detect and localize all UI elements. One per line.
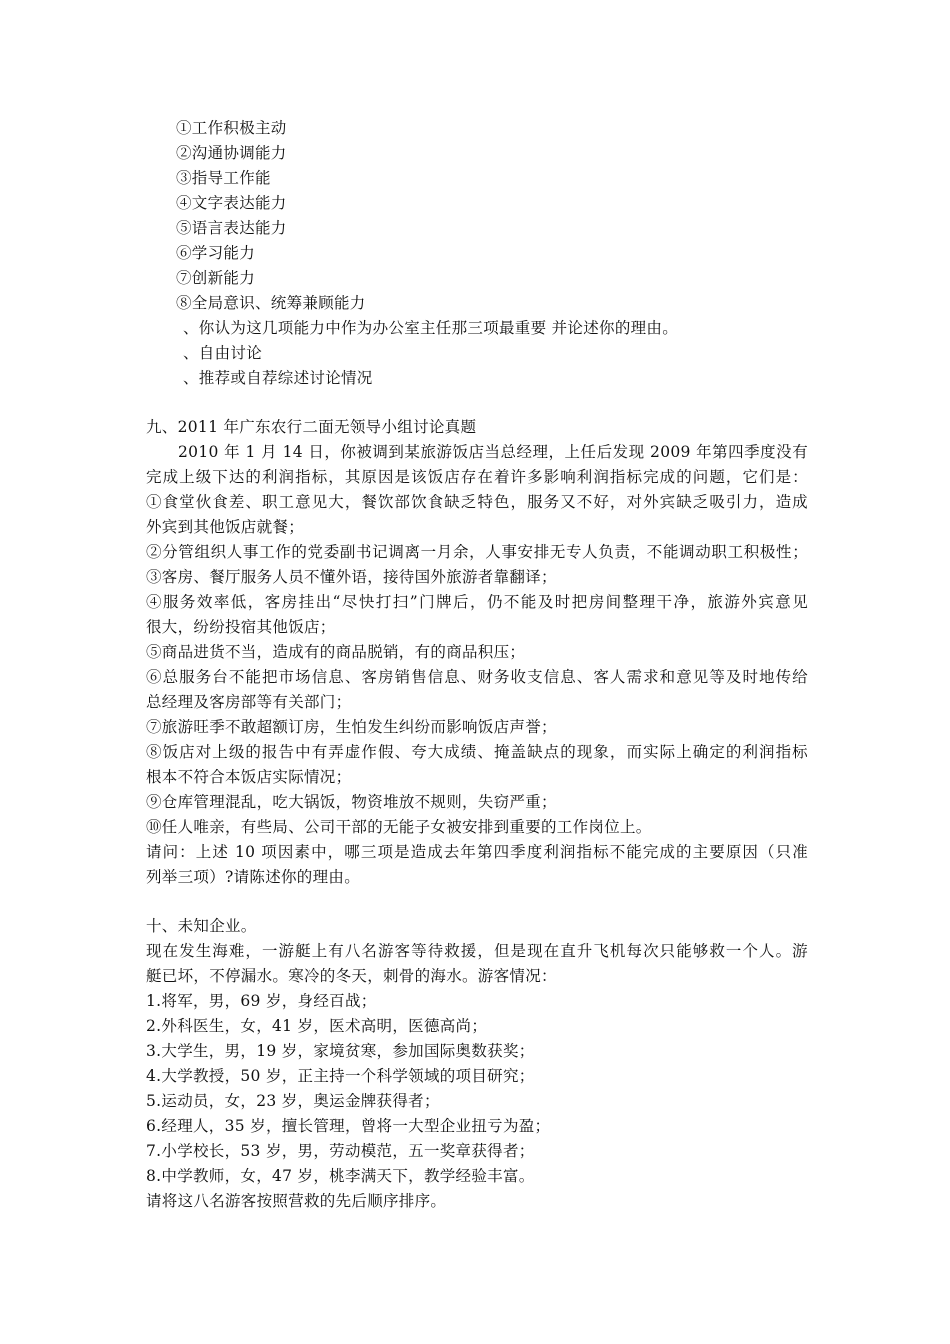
passenger-item: 6.经理人，35 岁，擅长管理，曾将一大型企业扭亏为盈； [146, 1117, 551, 1135]
discussion-step: 、推荐或自荐综述讨论情况 [183, 369, 373, 387]
passenger-item: 5.运动员，女，23 岁，奥运金牌获得者； [146, 1092, 440, 1110]
reason-item: 很大，纷纷投宿其他饭店； [146, 618, 336, 636]
reason-item: 根本不符合本饭店实际情况； [146, 768, 352, 786]
ability-item: ⑦创新能力 [176, 269, 256, 287]
paragraph-line: 现在发生海难，一游艇上有八名游客等待救援，但是现在直升飞机每次只能够救一个人。游 [146, 942, 808, 960]
ability-item: ③指导工作能 [176, 169, 271, 187]
reason-item: ③客房、餐厅服务人员不懂外语，接待国外旅游者靠翻译； [146, 568, 557, 586]
reason-item: ⑩任人唯亲，有些局、公司干部的无能子女被安排到重要的工作岗位上。 [146, 818, 652, 836]
reason-item: 总经理及客房部等有关部门； [146, 693, 352, 711]
section-heading: 十、未知企业。 [146, 917, 257, 935]
reason-item: ①食堂伙食差、职工意见大，餐饮部饮食缺乏特色，服务又不好，对外宾缺乏吸引力，造成 [146, 493, 808, 511]
paragraph-line: 2010 年 1 月 14 日，你被调到某旅游饭店当总经理，上任后发现 2009 年第四季度没有 [146, 443, 808, 461]
ability-item: ④文字表达能力 [176, 194, 287, 212]
reason-item: ⑤商品进货不当，造成有的商品脱销，有的商品积压； [146, 643, 526, 661]
discussion-step: 、自由讨论 [183, 344, 263, 362]
ability-item: ⑧全局意识、统筹兼顾能力 [176, 294, 366, 312]
question-line: 列举三项）?请陈述你的理由。 [146, 868, 361, 886]
passenger-item: 2.外科医生，女，41 岁，医术高明，医德高尚； [146, 1017, 488, 1035]
reason-item: ⑨仓库管理混乱，吃大锅饭，物资堆放不规则，失窃严重； [146, 793, 557, 811]
question-line: 请问：上述 10 项因素中，哪三项是造成去年第四季度利润指标不能完成的主要原因（只准 [146, 843, 808, 861]
passenger-item: 3.大学生，男，19 岁，家境贫寒，参加国际奥数获奖； [146, 1042, 535, 1060]
ability-item: ①工作积极主动 [176, 119, 287, 137]
ability-item: ②沟通协调能力 [176, 144, 287, 162]
reason-item: ④服务效率低，客房挂出“尽快打扫”门牌后，仍不能及时把房间整理干净，旅游外宾意见 [146, 593, 808, 611]
section-heading: 九、2011 年广东农行二面无领导小组讨论真题 [146, 418, 477, 436]
passenger-item: 8.中学教师，女，47 岁，桃李满天下，教学经验丰富。 [146, 1167, 535, 1185]
passenger-item: 4.大学教授，50 岁，正主持一个科学领域的项目研究； [146, 1067, 535, 1085]
paragraph-line: 完成上级下达的利润指标，其原因是该饭店存在着许多影响利润指标完成的问题，它们是： [146, 468, 808, 486]
reason-item: ⑦旅游旺季不敢超额订房，生怕发生纠纷而影响饭店声誉； [146, 718, 557, 736]
closing-instruction: 请将这八名游客按照营救的先后顺序排序。 [146, 1192, 447, 1210]
paragraph-line: 艇已坏，不停漏水。寒冷的冬天，刺骨的海水。游客情况： [146, 967, 557, 985]
passenger-item: 7.小学校长，53 岁，男，劳动模范，五一奖章获得者； [146, 1142, 535, 1160]
passenger-item: 1.将军，男，69 岁，身经百战； [146, 992, 377, 1010]
reason-item: 外宾到其他饭店就餐； [146, 518, 305, 536]
discussion-step: 、你认为这几项能力中作为办公室主任那三项最重要 并论述你的理由。 [183, 319, 679, 337]
ability-item: ⑥学习能力 [176, 244, 256, 262]
reason-item: ⑧饭店对上级的报告中有弄虚作假、夸大成绩、掩盖缺点的现象，而实际上确定的利润指标 [146, 743, 808, 761]
ability-item: ⑤语言表达能力 [176, 219, 287, 237]
reason-item: ②分管组织人事工作的党委副书记调离一月余，人事安排无专人负责，不能调动职工积极性； [146, 543, 808, 561]
reason-item: ⑥总服务台不能把市场信息、客房销售信息、财务收支信息、客人需求和意见等及时地传给 [146, 668, 808, 686]
